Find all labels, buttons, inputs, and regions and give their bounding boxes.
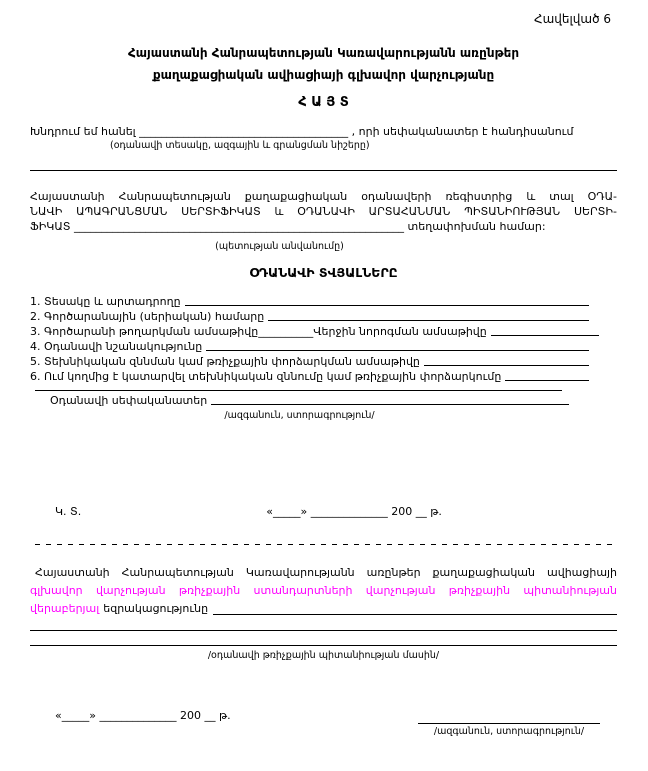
registry-paragraph-line1: Հայաստանի Հանրապետության քաղաքացիական օդանավերի ռեգիստրից և տալ ՕԴԱ- [30,190,617,203]
airworthiness-caption: /օդանավի թռիչքային պիտանիության մասին/ [207,650,440,661]
item6-blank-field [505,380,589,381]
certificate-suffix: տեղափոխման համար: [407,220,546,233]
item1-label: 1. Տեսակը և արտադրողը [30,295,181,308]
footer-signature-block [418,709,600,737]
list-item-designation [30,339,617,354]
conclusion-paragraph [30,564,617,618]
item3-blank-field: __________ [258,325,314,338]
conclusion-line3 [30,600,617,618]
item2-label: 2. Գործարանային (սերիական) համարը [30,310,265,323]
footer-date-field: «_____» ______________ 200 __ թ. [55,709,231,722]
footer-signature-caption: /ազգանուն, ստորագրություն/ [433,726,585,737]
aircraft-data-list [30,294,617,384]
conclusion-line3-magenta: վերաբերյալ [30,602,100,615]
form-title: Հ Ա Յ Տ [298,95,349,110]
registry-paragraph [30,189,617,234]
list-item-type-manufacturer [30,294,617,309]
conclusion-line1: Հայաստանի Հանրապետության Կառավարությանն առընթեր քաղաքացիական ավիացիայի [35,566,617,579]
item4-label: 4. Օդանավի նշանակությունը [30,340,203,353]
appendix-label: Հավելված 6 [534,12,611,26]
conclusion-line2: գլխավոր վարչության թռիչքային ստանդարտների վարչության թռիչքային պիտանիության [30,584,617,597]
certificate-prefix: ՖԻԿԱՏ [30,220,71,233]
aircraft-type-caption: (օդանավի տեսակը, ազգային և գրանցման նիշերը) [110,140,370,151]
item6-continuation-blank-line [35,390,562,391]
item1-blank-field [185,305,589,306]
request-suffix: , որի սեփականատեր է հանդիսանում [351,125,574,138]
date-field: «_____» ______________ 200 __ թ. [266,505,442,518]
list-item-inspection-date [30,354,617,369]
registry-paragraph-line3 [30,219,617,234]
continuation-blank-line [30,170,617,171]
item3-label-b: Վերջին նորոգման ամսաթիվը [313,325,487,338]
owner-line [30,393,617,408]
list-item-inspected-by [30,369,617,384]
item3-label-a: 3. Գործարանի թողարկման ամսաթիվը [30,325,259,338]
aircraft-data-heading: ՕԴԱՆԱՎԻ ՏՎՅԱԼՆԵՐԸ [249,265,398,280]
conclusion-blank-line-1 [30,630,617,631]
conclusion-line3-black: եզրակացությունը [103,602,209,615]
item5-blank-field [424,365,589,366]
document-title [30,42,617,86]
item3-blank-field-2 [491,335,599,336]
item2-blank-field [268,320,589,321]
owner-signature-caption: /ազգանուն, ստորագրություն/ [224,410,375,421]
stamp-date-row [30,505,617,518]
item6-label: 6. Ում կողմից է կատարվել տեխնիկական զննումը կամ թռիչքային փորձարկումը [30,370,502,383]
footer-signature-line [418,723,600,724]
request-line [30,125,617,138]
dashed-separator [35,544,614,545]
conclusion-blank-field [213,614,617,615]
state-name-caption: (պետության անվանումը) [215,241,344,252]
conclusion-blank-line-2 [30,645,617,646]
item4-blank-field [206,350,589,351]
document-title-line2: քաղաքացիական ավիացիայի գլխավոր վարչությանը [152,68,495,82]
item5-label: 5. Տեխնիկական զննման կամ թռիչքային փորձարկման ամսաթիվը [30,355,420,368]
owner-signature-blank-field [211,404,569,405]
aircraft-type-blank-field: ______________________________________ [139,125,349,138]
registry-paragraph-line2: ՆԱՎԻ ԱՊԱԳՐԱՆՑՄԱՆ ՍԵՐՏԻՖԻԿԱՏ և ՕԴԱՆԱՎԻ ԱՐՏԱՀԱՆՄԱՆ ՊԻՏԱՆԻՈՒԹՅԱՆ ՍԵՐՏԻ- [30,205,617,218]
owner-label: Օդանավի սեփականատեր [50,394,208,407]
footer-row [30,709,617,737]
list-item-serial-number [30,309,617,324]
document-title-line1: Հայաստանի Հանրապետության Կառավարությանն առընթեր [127,46,520,60]
state-name-blank-field: ____________________________________________________________ [74,220,405,233]
list-item-dates [30,324,617,339]
request-prefix: Խնդրում եմ հանել [30,125,136,138]
stamp-placeholder: Կ. Տ. [55,505,82,518]
